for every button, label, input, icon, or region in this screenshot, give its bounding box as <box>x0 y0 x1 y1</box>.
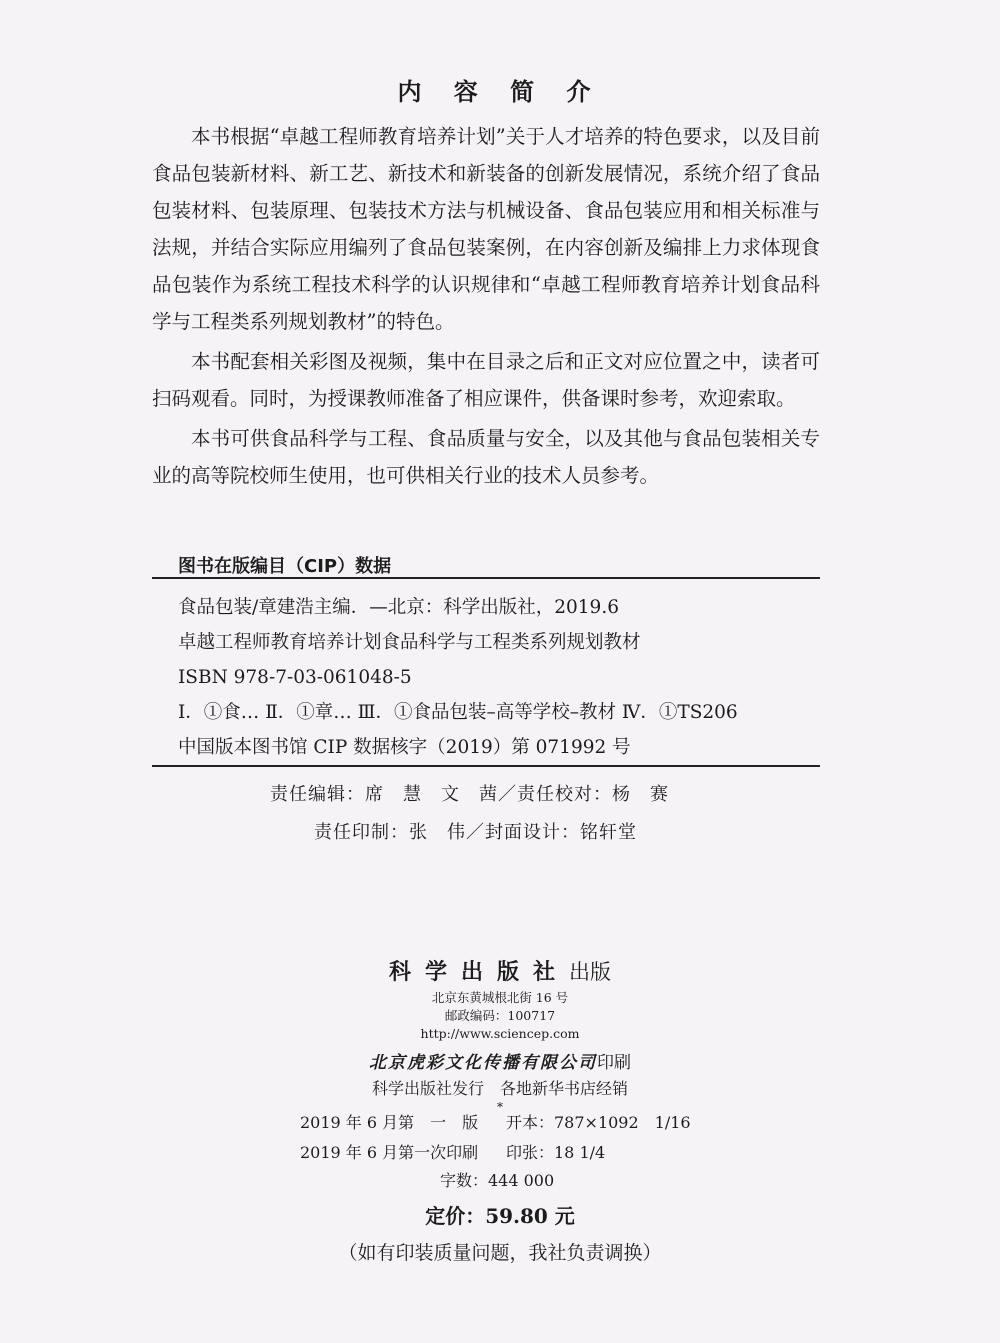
publisher-name: 科学出版社 <box>388 959 569 985</box>
cip-block <box>178 590 820 765</box>
format: 开本：787×1092 1/16 <box>506 1113 691 1132</box>
publisher-block <box>0 955 1000 1113</box>
sheets: 印张：18 1/4 <box>506 1143 606 1162</box>
intro-paragraph: 本书可供食品科学与工程、食品质量与安全，以及其他与食品包装相关专业的高等院校师生使用，也可供相关行业的技术人员参考。 <box>152 427 820 487</box>
intro-paragraph: 本书根据“卓越工程师教育培养计划”关于人才培养的特色要求，以及目前食品包装新材料、新工艺、新技术和新装备的创新发展情况，系统介绍了食品包装材料、包装原理、包装技术方法与机械设备、食品包装应用和相关标准与法规，并结合实际应用编列了食品包装案例，在内容创新及编排上力求体现食品包装作为系统工程技术科学的认识规律和“卓越工程师教育培养计划食品科学与工程类系列规划教材”的特色。 <box>152 125 820 333</box>
intro-paragraph: 本书配套相关彩图及视频，集中在目录之后和正文对应位置之中，读者可扫码观看。同时，为授课教师准备了相应课件，供备课时参考，欢迎索取。 <box>152 350 820 410</box>
printer-name: 北京虎彩文化传播有限公司 <box>369 1053 597 1073</box>
cip-top-rule <box>152 577 820 579</box>
editors-line: 责任印制：张 伟／封面设计：铭轩堂 <box>314 822 637 843</box>
editors-line: 责任编辑：席 慧 文 茜／责任校对：杨 赛 <box>270 784 669 805</box>
specs-block <box>300 1108 691 1194</box>
cip-line: 中国版本图书馆 CIP 数据核字（2019）第 071992 号 <box>178 737 631 758</box>
publisher-suffix: 出版 <box>569 960 611 984</box>
price: 定价：59.80 元 <box>425 1204 575 1228</box>
separator-star: * <box>497 1100 503 1114</box>
publisher-postcode: 邮政编码：100717 <box>444 1008 556 1023</box>
cip-line: ISBN 978-7-03-061048-5 <box>178 667 412 688</box>
word-count: 字数：444 000 <box>440 1171 555 1190</box>
cip-line: Ⅰ．①食… Ⅱ．①章… Ⅲ．①食品包装–高等学校–教材 Ⅳ．①TS206 <box>178 702 738 723</box>
cip-title: 图书在版编目（CIP）数据 <box>178 556 392 577</box>
publisher-url: http://www.sciencep.com <box>420 1026 580 1041</box>
distribution: 科学出版社发行 各地新华书店经销 <box>371 1079 628 1098</box>
quality-notice: （如有印装质量问题，我社负责调换） <box>338 1242 662 1264</box>
cip-line: 食品包装/章建浩主编．—北京：科学出版社，2019.6 <box>178 597 619 618</box>
editors-block <box>270 776 669 852</box>
cip-bottom-rule <box>152 765 820 767</box>
printer-suffix: 印刷 <box>597 1053 631 1073</box>
edition: 2019 年 6 月第 一 版 <box>300 1113 479 1132</box>
printing: 2019 年 6 月第一次印刷 <box>300 1143 479 1162</box>
publisher-address: 北京东黄城根北街 16 号 <box>431 990 569 1005</box>
intro-body <box>152 118 820 497</box>
intro-title: 内 容 简 介 <box>397 78 603 106</box>
cip-line: 卓越工程师教育培养计划食品科学与工程类系列规划教材 <box>178 632 641 653</box>
